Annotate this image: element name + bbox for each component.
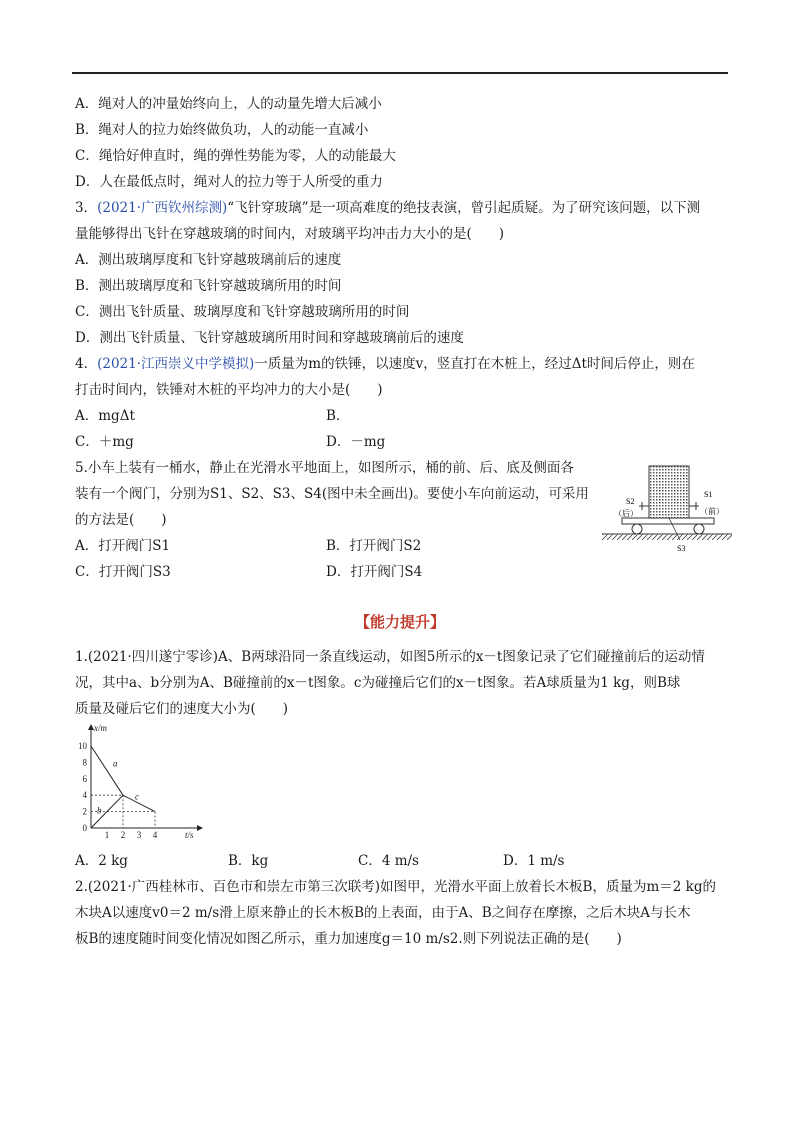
q3-source: (2021·广西钦州综测)	[97, 200, 228, 216]
label-front: （前）	[700, 507, 724, 516]
q5-stem-line3: 的方法是( )	[75, 512, 167, 528]
q5-option-b: B．打开阀门S2	[326, 538, 422, 554]
q5-option-a: A．打开阀门S1	[75, 538, 171, 554]
series-line-a	[91, 746, 123, 795]
q3-option-b: B．测出玻璃厚度和飞针穿越玻璃所用的时间	[75, 278, 342, 294]
q2-option-c: C．绳恰好伸直时，绳的弹性势能为零，人的动能最大	[75, 148, 396, 164]
ground-hatch	[602, 534, 732, 540]
p1-option-b: B．kg	[228, 853, 269, 869]
q5-option-d: D．打开阀门S4	[326, 564, 423, 580]
label-back: （后）	[614, 509, 638, 518]
x-tick-label-1: 1	[104, 830, 110, 840]
p1-option-d: D．1 m/s	[503, 853, 565, 869]
q2-option-b: B．绳对人的拉力始终做负功，人的动能一直减小	[75, 122, 369, 138]
y-tick-label-8: 8	[82, 757, 87, 768]
y-tick-label-6: 6	[82, 773, 87, 784]
label-s1: S1	[704, 490, 713, 499]
q4-option-c: C．＋mg	[75, 434, 134, 450]
label-s2: S2	[626, 497, 635, 506]
q4-source: (2021·江西崇义中学模拟)	[97, 356, 255, 372]
cart-bucket-figure	[602, 460, 732, 560]
q2-option-d: D．人在最低点时，绳对人的拉力等于人所受的重力	[75, 174, 383, 190]
y-tick-label-2: 2	[82, 806, 87, 817]
p2-stem-line3: 板B的速度随时间变化情况如图乙所示，重力加速度g＝10 m/s2.则下列说法正确的是( )	[75, 931, 622, 947]
q4-stem-text1: 一质量为m的铁锤，以速度v，竖直打在木桩上，经过Δt时间后停止，则在	[254, 356, 695, 372]
q4-option-row-ab	[75, 407, 350, 425]
q5-option-row-ab	[75, 537, 422, 555]
water-bucket	[649, 466, 689, 518]
x-tick-label-4: 4	[152, 830, 158, 840]
q4-option-row-cd	[75, 433, 386, 451]
p1-stem-line3: 质量及碰后它们的速度大小为( )	[75, 701, 289, 717]
p1-option-row	[75, 852, 565, 870]
y-axis-label: x/m	[94, 723, 107, 733]
cart-body	[622, 518, 714, 524]
graph-axes	[88, 724, 203, 831]
series-label-a: a	[113, 758, 118, 769]
p1-option-a: A．2 kg	[75, 853, 128, 869]
p2-stem-line1: 2.(2021·广西桂林市、百色市和崇左市第三次联考)如图甲，光滑水平面上放着长木板B，质量为m＝2 kg的	[75, 879, 716, 895]
x-tick-label-2: 2	[120, 830, 126, 840]
graph-marks	[78, 741, 158, 840]
section-title-ability: 【能力提升】	[354, 613, 445, 631]
p1-option-c: C．4 m/s	[358, 853, 419, 869]
q3-option-c: C．测出飞针质量、玻璃厚度和飞针穿越玻璃所用的时间	[75, 304, 410, 320]
q2-option-a: A．绳对人的冲量始终向上，人的动量先增大后减小	[75, 96, 382, 112]
y-tick-label-0: 0	[82, 823, 87, 833]
x-tick-label-3: 3	[136, 830, 142, 840]
cart-wheel-rear	[632, 524, 642, 534]
series-label-c: c	[135, 791, 139, 802]
q3-number: 3．	[75, 200, 98, 216]
q4-option-a: A．mgΔt	[75, 408, 135, 424]
q3-option-d: D．测出飞针质量、飞针穿越玻璃所用时间和穿越玻璃前后的速度	[75, 330, 464, 346]
q3-stem-line1	[75, 199, 700, 217]
q4-stem-line2: 打击时间内，铁锤对木桩的平均冲力的大小是( )	[75, 382, 383, 398]
y-tick-label-4: 4	[82, 790, 87, 801]
q3-stem-line2: 量能够得出飞针在穿越玻璃的时间内，对玻璃平均冲击力大小的是( )	[75, 226, 505, 242]
q4-option-d: D．－mg	[326, 434, 386, 450]
xt-graph	[75, 722, 205, 842]
q5-stem-line1: 5.小车上装有一桶水，静止在光滑水平地面上，如图所示，桶的前、后、底及侧面各	[75, 460, 574, 476]
q4-number: 4．	[75, 356, 98, 372]
q3-option-a: A．测出玻璃厚度和飞针穿越玻璃前后的速度	[75, 252, 342, 268]
x-axis-label: t/s	[185, 830, 194, 840]
q4-option-b: B．	[326, 408, 350, 424]
q5-stem-line2: 装有一个阀门，分别为S1、S2、S3、S4(图中未全画出)。要使小车向前运动，可采用	[75, 486, 589, 502]
label-s3: S3	[677, 544, 686, 553]
q5-option-row-cd	[75, 563, 423, 581]
p2-stem-line2: 木块A以速度v0＝2 m/s滑上原来静止的长木板B的上表面，由于A、B之间存在摩擦，之后木块A与长木	[75, 905, 691, 921]
p1-stem-line1: 1.(2021·四川遂宁零诊)A、B两球沿同一条直线运动，如图5所示的x－t图象记录了它们碰撞前后的运动情	[75, 649, 705, 665]
x-axis-arrow	[197, 825, 203, 831]
header-rule	[72, 72, 728, 74]
series-label-b: b	[97, 805, 102, 816]
series-line-c	[123, 795, 155, 811]
y-tick-label-10: 10	[78, 741, 87, 751]
cart-wheel-front	[694, 524, 704, 534]
q4-stem-line1	[75, 355, 695, 373]
q5-option-c: C．打开阀门S3	[75, 564, 171, 580]
p1-stem-line2: 况，其中a、b分别为A、B碰撞前的x－t图象。c为碰撞后它们的x－t图象。若A球质量为1 kg，则B球	[75, 675, 681, 691]
q3-stem-text1: “飞针穿玻璃”是一项高难度的绝技表演，曾引起质疑。为了研究该问题，以下测	[227, 200, 701, 216]
